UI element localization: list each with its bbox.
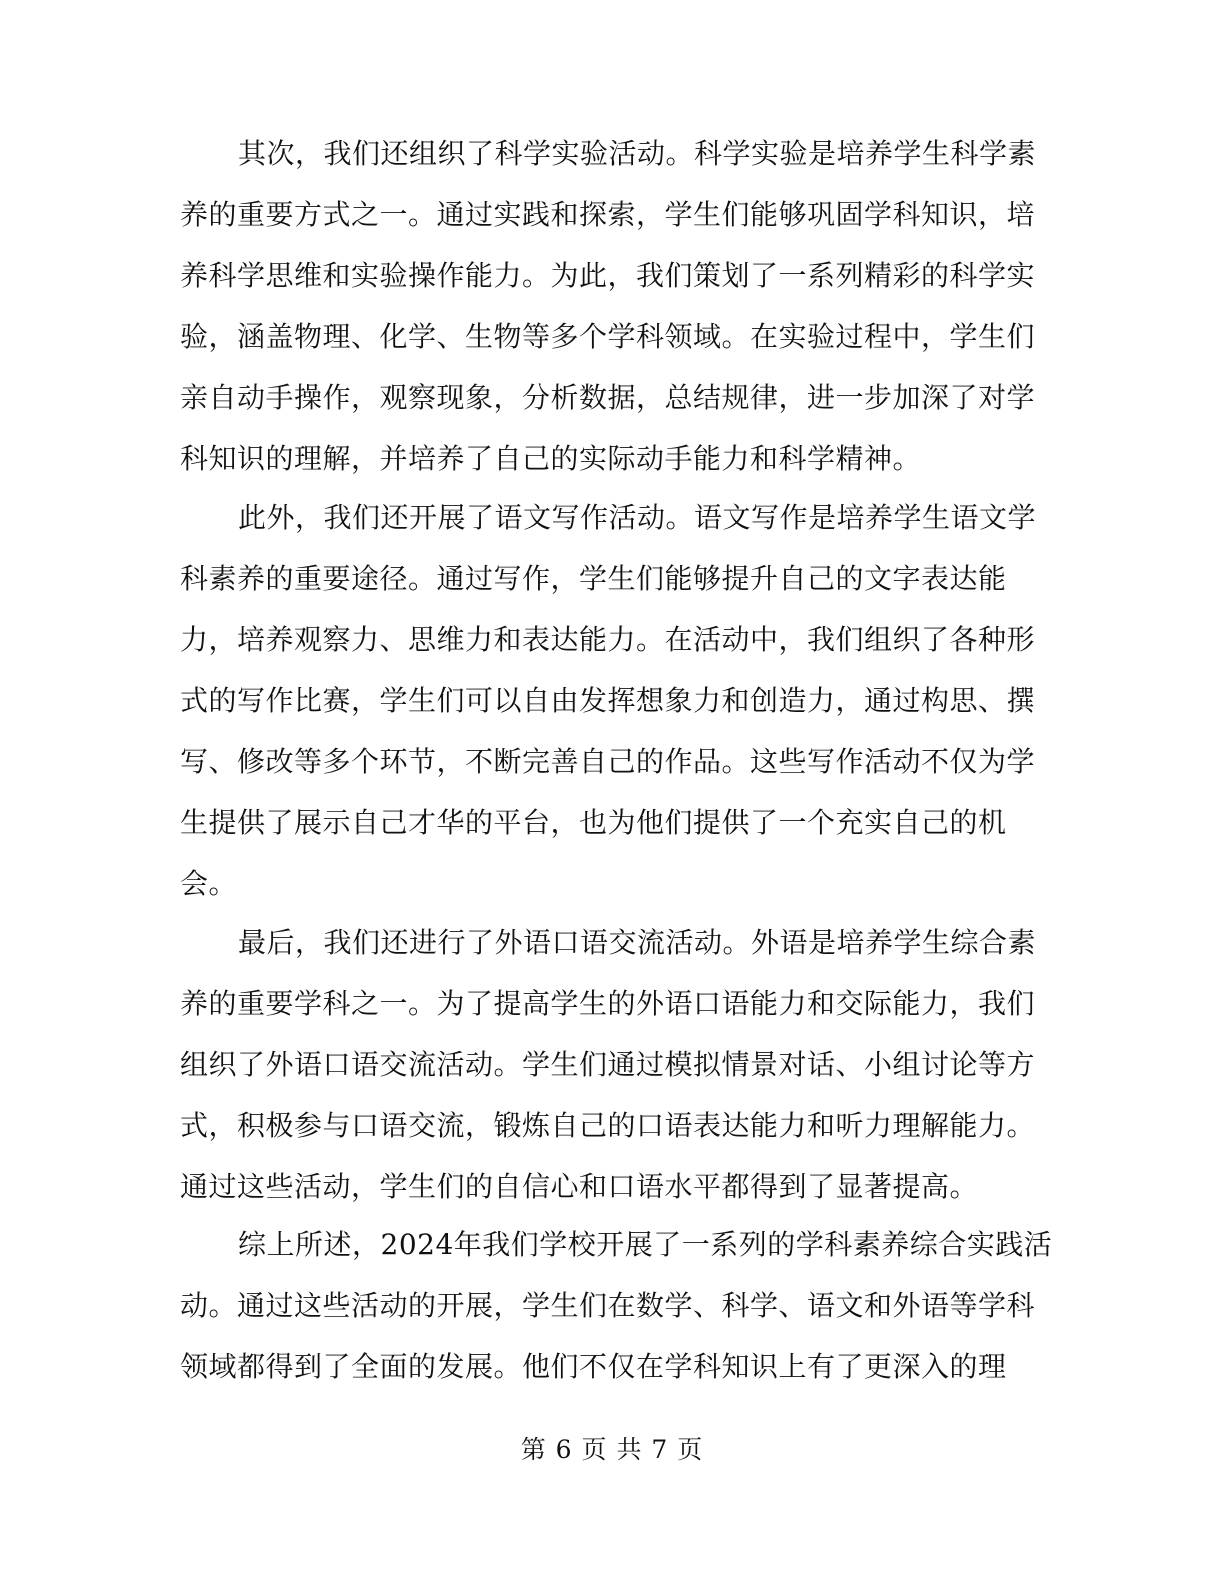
text-line: 力，培养观察力、思维力和表达能力。在活动中，我们组织了各种形 (180, 623, 1036, 656)
text-line: 动。通过这些活动的开展，学生们在数学、科学、语文和外语等学科 (180, 1289, 1036, 1322)
text-line: 通过这些活动，学生们的自信心和口语水平都得到了显著提高。 (180, 1170, 979, 1203)
paragraph-chinese-writing (180, 487, 1040, 914)
text-line: 式，积极参与口语交流，锻炼自己的口语表达能力和听力理解能力。 (180, 1109, 1036, 1142)
text-line: 综上所述，2024年我们学校开展了一系列的学科素养综合实践活 (238, 1228, 1053, 1261)
paragraph-foreign-language (180, 912, 1040, 1217)
text-line: 科素养的重要途径。通过写作，学生们能够提升自己的文字表达能 (180, 562, 1007, 595)
page-number-footer: 第 6 页 共 7 页 (520, 1435, 704, 1464)
text-line: 组织了外语口语交流活动。学生们通过模拟情景对话、小组讨论等方 (180, 1048, 1036, 1081)
paragraph-science-experiments (180, 123, 1040, 489)
text-line: 科知识的理解，并培养了自己的实际动手能力和科学精神。 (180, 442, 922, 475)
text-line: 养的重要学科之一。为了提高学生的外语口语能力和交际能力，我们 (180, 987, 1036, 1020)
text-line: 验，涵盖物理、化学、生物等多个学科领域。在实验过程中，学生们 (180, 320, 1036, 353)
text-line: 生提供了展示自己才华的平台，也为他们提供了一个充实自己的机 (180, 806, 1007, 839)
paragraph-summary (180, 1214, 1053, 1397)
text-line: 养科学思维和实验操作能力。为此，我们策划了一系列精彩的科学实 (180, 259, 1036, 292)
text-line: 写、修改等多个环节，不断完善自己的作品。这些写作活动不仅为学 (180, 745, 1036, 778)
text-line: 式的写作比赛，学生们可以自由发挥想象力和创造力，通过构思、撰 (180, 684, 1036, 717)
text-line: 亲自动手操作，观察现象，分析数据，总结规律，进一步加深了对学 (180, 381, 1036, 414)
text-line: 领域都得到了全面的发展。他们不仅在学科知识上有了更深入的理 (180, 1350, 1007, 1383)
text-line: 此外，我们还开展了语文写作活动。语文写作是培养学生语文学 (238, 501, 1037, 534)
text-line: 其次，我们还组织了科学实验活动。科学实验是培养学生科学素 (238, 137, 1037, 170)
text-line: 会。 (180, 867, 238, 900)
text-line: 养的重要方式之一。通过实践和探索，学生们能够巩固学科知识，培 (180, 198, 1036, 231)
text-line: 最后，我们还进行了外语口语交流活动。外语是培养学生综合素 (238, 926, 1037, 959)
